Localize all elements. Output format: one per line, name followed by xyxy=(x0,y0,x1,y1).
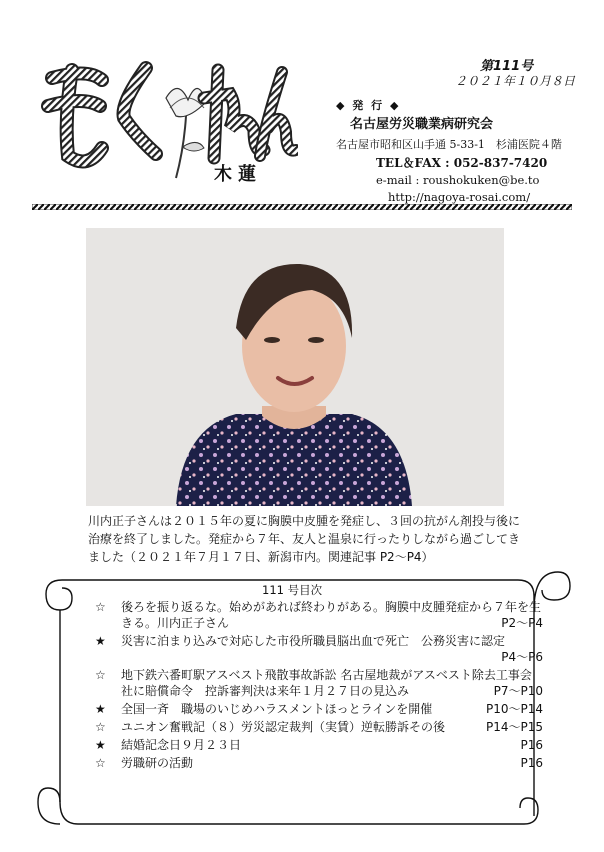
publisher-name: 名古屋労災職業病研究会 xyxy=(350,117,494,132)
star-outline-icon: ☆ xyxy=(95,600,106,614)
publisher-email: e-mail : roushokuken@be.to xyxy=(376,173,540,187)
rope-divider xyxy=(32,204,572,210)
toc-item-title: 災害に泊まり込みで対応した市役所職員脳出血で死亡 公務災害に認定 xyxy=(121,634,506,648)
toc-item[interactable] xyxy=(95,719,543,735)
toc-heading: 111 号目次 xyxy=(262,583,323,597)
toc-item-title: 後ろを振り返るな。始めがあれば終わりがある。胸膜中皮腫発症から７年を生きる。川内正子さん xyxy=(121,600,542,630)
toc-item-pages: P7～P10 xyxy=(493,684,543,698)
toc-item[interactable] xyxy=(95,633,543,665)
publisher-tel: TEL＆FAX : 052-837-7420 xyxy=(376,156,548,170)
star-filled-icon: ★ xyxy=(95,634,106,648)
publisher-label: ◆ 発 行 ◆ xyxy=(336,99,401,112)
portrait-photo xyxy=(86,228,504,506)
toc-item[interactable] xyxy=(95,667,543,699)
toc-item-pages: P2～P4 xyxy=(501,616,543,630)
publisher-address: 名古屋市昭和区山手通 5-33-1 杉浦医院４階 xyxy=(336,138,562,151)
toc-list xyxy=(95,599,543,773)
issue-date: ２０２１年１０月８日 xyxy=(455,74,576,88)
toc-item-pages: P16 xyxy=(520,756,543,770)
star-outline-icon: ☆ xyxy=(95,720,106,734)
toc-item-pages: P10～P14 xyxy=(485,702,543,716)
toc-item[interactable] xyxy=(95,755,543,771)
photo-caption: 川内正子さんは２０１５年の夏に胸膜中皮腫を発症し、３回の抗がん剤投与後に治療を終了しました。発症から７年、友人と温泉に行ったりしながら過ごしてきました（２０２１年７月１７日、新潟市内。関連記事 P2～P4） xyxy=(88,514,521,564)
toc-item-pages: P4～P6 xyxy=(501,650,543,664)
issue-number: 第111号 xyxy=(480,59,534,74)
toc-item[interactable] xyxy=(95,701,543,717)
star-outline-icon: ☆ xyxy=(95,668,106,682)
publisher-url[interactable]: http://nagoya-rosai.com/ xyxy=(388,190,531,204)
toc-item-pages: P16 xyxy=(520,738,543,752)
toc-item-title: 全国一斉 職場のいじめハラスメントほっとラインを開催 xyxy=(121,702,433,716)
toc-item-title: 結婚記念日９月２３日 xyxy=(121,738,242,752)
toc-item-title: ユニオン奮戦記（８）労災認定裁判（実賃）逆転勝訴その後 xyxy=(121,720,446,734)
toc-item-title: 労職研の活動 xyxy=(121,756,194,770)
toc-item[interactable] xyxy=(95,599,543,631)
masthead-title xyxy=(38,58,39,59)
masthead-subtitle: 木蓮 xyxy=(214,164,262,185)
toc-item-title: 地下鉄六番町駅アスベスト飛散事故訴訟 名古屋地裁がアスベスト除去工事会社に賠償命令 控訴審判決は来年１月２７日の見込み xyxy=(121,668,532,698)
star-filled-icon: ★ xyxy=(95,702,106,716)
star-filled-icon: ★ xyxy=(95,738,106,752)
toc-item[interactable] xyxy=(95,737,543,753)
star-outline-icon: ☆ xyxy=(95,756,106,770)
toc-item-pages: P14～P15 xyxy=(485,720,543,734)
